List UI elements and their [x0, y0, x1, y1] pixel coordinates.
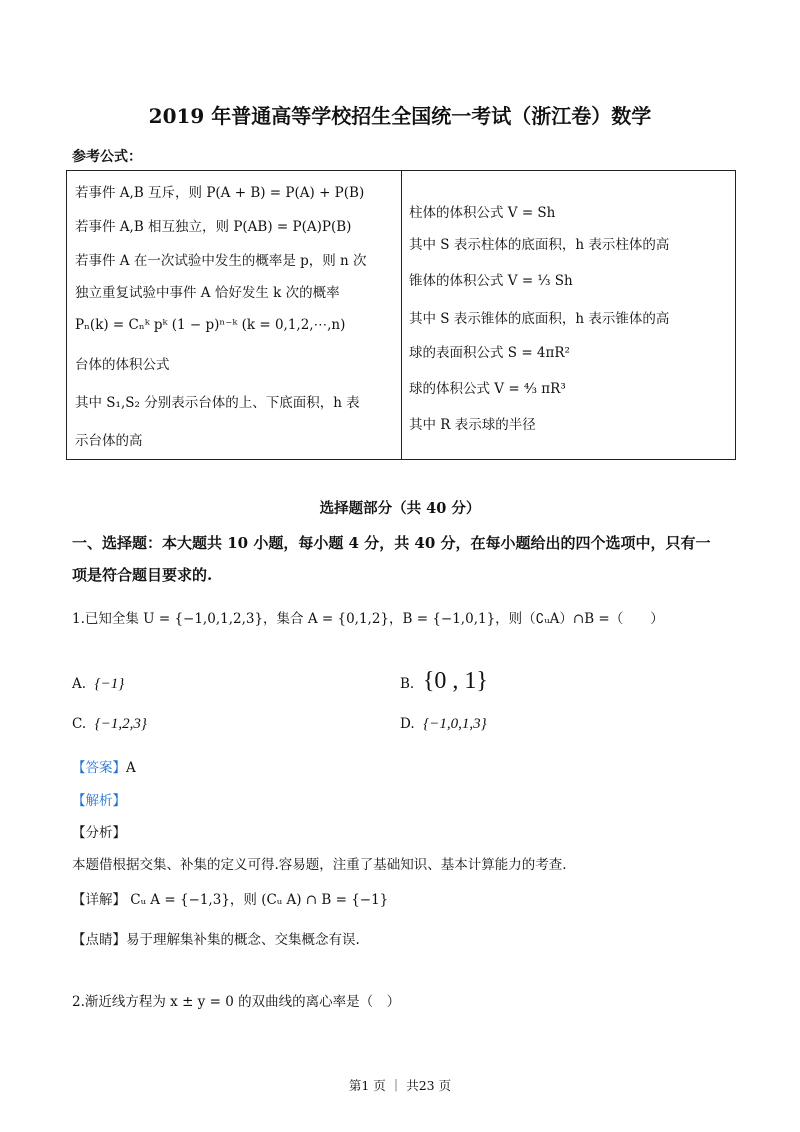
comment-text: 易于理解集补集的概念、交集概念有误. — [126, 932, 360, 948]
option-label: D. — [400, 716, 415, 732]
option-value: {−1,2,3} — [94, 716, 147, 732]
formula-right-line: 柱体的体积公式 V = Sh — [409, 205, 556, 221]
formula-right-line: 其中 S 表示柱体的底面积，h 表示柱体的高 — [409, 237, 670, 253]
formula-right-line: 其中 R 表示球的半径 — [409, 417, 536, 433]
part-heading: 一、选择题：本大题共 10 小题，每小题 4 分，共 40 分，在每小题给出的四个选项中，只有一 — [72, 534, 711, 552]
answer-value: A — [126, 760, 136, 776]
formula-table-divider — [401, 171, 402, 459]
formula-right-line: 锥体的体积公式 V = ⅓ Sh — [409, 273, 573, 289]
formula-table — [66, 170, 736, 460]
section-title: 选择题部分（共 40 分） — [319, 500, 481, 517]
formula-left-line: 若事件 A,B 互斥，则 P(A + B) = P(A) + P(B) — [75, 185, 365, 201]
formula-left-line: 若事件 A,B 相互独立，则 P(AB) = P(A)P(B) — [75, 219, 352, 235]
formula-left-line: 示台体的高 — [75, 433, 143, 449]
formula-left-line: Pₙ(k) = Cₙᵏ pᵏ (1 − p)ⁿ⁻ᵏ (k = 0,1,2,⋯,n) — [75, 317, 346, 333]
detail-text: Cᵤ A = {−1,3}，则 (Cᵤ A) ∩ B = {−1} — [130, 892, 389, 908]
formula-right-line: 球的表面积公式 S = 4πR² — [409, 345, 570, 361]
page-title: 2019 年普通高等学校招生全国统一考试（浙江卷）数学 — [148, 104, 652, 128]
question-1-stem: 1.已知全集 U = {−1,0,1,2,3}，集合 A = {0,1,2}，B = {−1,0,1}，则（∁ᵤA）∩B =（ ） — [72, 611, 664, 627]
analysis-tag: 【解析】 — [72, 793, 126, 809]
formula-left-line: 其中 S₁,S₂ 分别表示台体的上、下底面积，h 表 — [75, 395, 360, 411]
comment-line — [72, 928, 360, 948]
fenxi-tag: 【分析】 — [72, 825, 126, 841]
answer-line — [72, 756, 136, 776]
option-value: {−1} — [94, 676, 125, 692]
option-label: B. — [400, 676, 415, 692]
formula-right-line: 球的体积公式 V = ⁴⁄₃ πR³ — [409, 381, 566, 397]
option-c — [72, 716, 147, 733]
option-value: {0 , 1} — [422, 668, 488, 694]
option-label: C. — [72, 716, 87, 732]
question-2-stem: 2.渐近线方程为 x ± y = 0 的双曲线的离心率是（ ） — [72, 994, 401, 1010]
option-a — [72, 676, 124, 693]
option-d — [400, 716, 487, 733]
detail-line — [72, 888, 388, 908]
option-b — [400, 668, 488, 695]
formula-left-line: 台体的体积公式 — [75, 357, 170, 373]
option-value: {−1,0,1,3} — [423, 716, 487, 732]
option-label: A. — [72, 676, 87, 692]
part-heading: 项是符合题目要求的. — [72, 566, 213, 584]
page-footer: 第1 页 ｜ 共23 页 — [348, 1078, 452, 1093]
comment-tag: 【点睛】 — [72, 932, 126, 948]
reference-formulas-label: 参考公式： — [72, 149, 142, 165]
fenxi-text: 本题借根据交集、补集的定义可得.容易题，注重了基础知识、基本计算能力的考查. — [72, 857, 567, 873]
formula-right-line: 其中 S 表示锥体的底面积，h 表示锥体的高 — [409, 311, 670, 327]
answer-tag: 【答案】 — [72, 760, 126, 776]
formula-left-line: 若事件 A 在一次试验中发生的概率是 p，则 n 次 — [75, 253, 367, 269]
detail-tag: 【详解】 — [72, 892, 126, 908]
formula-left-line: 独立重复试验中事件 A 恰好发生 k 次的概率 — [75, 285, 340, 301]
